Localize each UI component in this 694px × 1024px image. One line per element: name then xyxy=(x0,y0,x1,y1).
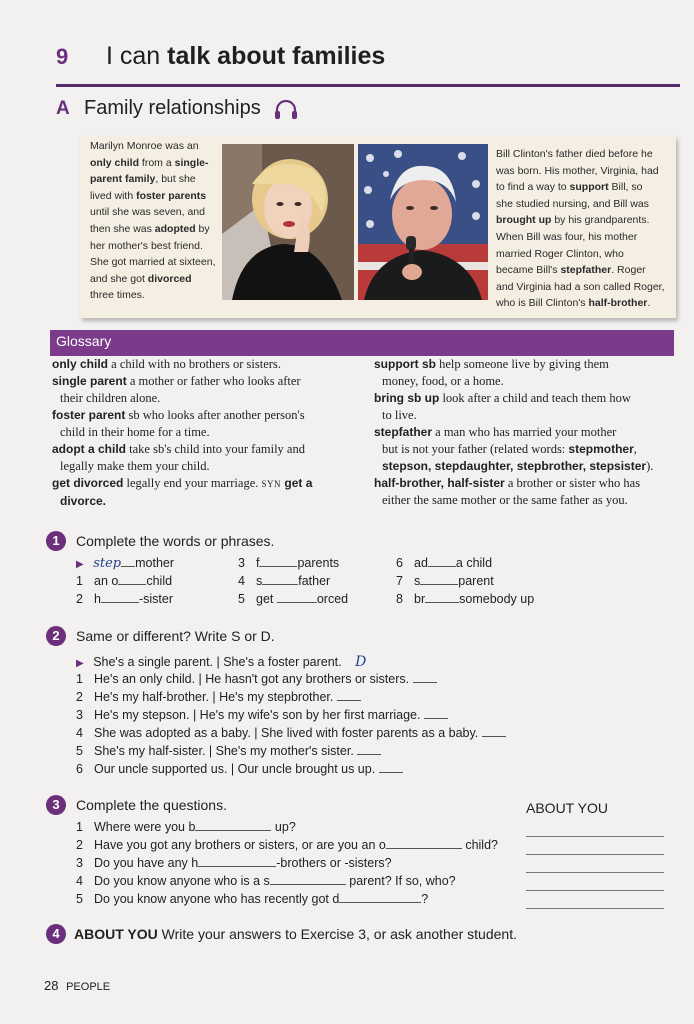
exercise-1-title: Complete the words or phrases. xyxy=(76,533,275,549)
glossary-entry: single parent a mother or father who looks after their children alone. xyxy=(52,374,301,405)
clinton-line: Bill Clinton's father died before he xyxy=(496,148,653,160)
exercise-3-title: Complete the questions. xyxy=(76,797,227,813)
exercise-1-item[interactable]: 7 s parent xyxy=(396,574,494,588)
exercise-3-number: 3 xyxy=(46,795,66,815)
about-you-answer-line[interactable] xyxy=(526,872,664,873)
title-bold: talk about families xyxy=(167,42,386,70)
page-number: 28 xyxy=(44,978,59,993)
glossary-entry: stepfather a man who has married your mother but is not your father (related words: stepmother, stepson, stepdaughter, stepbrother, stepsister). xyxy=(374,425,654,473)
triangle-icon: ▶ xyxy=(76,559,84,570)
exercise-3-item[interactable]: 2 Have you got any brothers or sisters, or are you an o child? xyxy=(76,838,498,852)
exercise-3-item[interactable]: 5 Do you know anyone who has recently got d ? xyxy=(76,892,429,906)
monroe-line: only child from a single- xyxy=(90,156,209,169)
exercise-2-item[interactable]: 4 She was adopted as a baby. | She lived with foster parents as a baby. xyxy=(76,726,506,740)
glossary-bar xyxy=(50,330,674,356)
monroe-line: until she was seven, and xyxy=(90,206,205,219)
monroe-story xyxy=(90,138,224,304)
exercise-2-item[interactable]: 3 He's my stepson. | He's my wife's son by her first marriage. xyxy=(76,708,448,722)
exercise-2-item[interactable]: 1 He's an only child. | He hasn't got any brothers or sisters. xyxy=(76,672,437,686)
triangle-icon: ▶ xyxy=(76,658,84,669)
glossary-entry: only child a child with no brothers or sisters. xyxy=(52,357,281,371)
monroe-line: parent family, but she xyxy=(90,173,196,186)
exercise-4-number: 4 xyxy=(46,924,66,944)
glossary-left-column xyxy=(52,356,352,510)
section-letter: A xyxy=(56,98,70,119)
monroe-line: then she was adopted by xyxy=(90,222,210,235)
page-footer xyxy=(44,978,110,993)
handwritten-answer: D xyxy=(355,654,367,670)
clinton-line: who is Bill Clinton's half-brother. xyxy=(496,297,651,310)
clinton-line: was born. His mother, Virginia, had xyxy=(496,164,659,177)
about-you-answer-line[interactable] xyxy=(526,890,664,891)
clinton-line: became Bill's stepfather. Roger xyxy=(496,264,646,277)
monroe-line: She got married at sixteen, xyxy=(90,256,216,269)
clinton-line: and Virginia had a son called Roger, xyxy=(496,280,665,293)
clinton-line: When Bill was four, his mother xyxy=(496,230,638,243)
unit-number: 9 xyxy=(56,44,69,69)
exercise-1-item[interactable]: 4 s father xyxy=(238,574,331,588)
exercise-2-example: ▶ She's a single parent. | She's a foster parent. D xyxy=(76,654,367,670)
story-card xyxy=(80,136,676,318)
exercise-1-item[interactable]: 3 f parents xyxy=(238,556,340,570)
exercise-1-item[interactable]: 5 get orced xyxy=(238,592,349,606)
title-rule xyxy=(56,84,680,87)
exercise-1-item[interactable]: 8 br somebody up xyxy=(396,592,535,606)
exercise-1-item[interactable]: 2 h -sister xyxy=(76,592,173,606)
section-title: Family relationships xyxy=(84,97,261,119)
glossary-entry: get divorced legally end your marriage. SYN get a divorce. xyxy=(52,476,313,508)
title-plain: I can xyxy=(106,42,168,70)
clinton-line: brought up by his grandparents. xyxy=(496,214,650,227)
glossary-right-column xyxy=(374,356,676,509)
about-you-label: ABOUT YOU xyxy=(526,800,608,816)
bill-clinton-photo xyxy=(358,144,488,300)
headphones-icon[interactable] xyxy=(274,100,298,120)
clinton-story xyxy=(496,146,676,312)
glossary-entry: foster parent sb who looks after another person's child in their home for a time. xyxy=(52,408,305,439)
exercise-3-item[interactable]: 3 Do you have any h -brothers or -sisters? xyxy=(76,856,392,870)
clinton-line: married Roger Clinton, who xyxy=(496,247,624,260)
marilyn-monroe-photo xyxy=(222,144,354,300)
monroe-line: her mother's best friend. xyxy=(90,239,203,252)
exercise-2-item[interactable]: 6 Our uncle supported us. | Our uncle brought us up. xyxy=(76,762,403,776)
monroe-line: Marilyn Monroe was an xyxy=(90,140,199,152)
monroe-line: lived with foster parents xyxy=(90,189,207,202)
exercise-2-item[interactable]: 2 He's my half-brother. | He's my stepbrother. xyxy=(76,690,361,704)
exercise-1-number: 1 xyxy=(46,531,66,551)
glossary-entry: half-brother, half-sister a brother or sister who has either the same mother or the same father as you. xyxy=(374,476,641,507)
exercise-2-item[interactable]: 5 She's my half-sister. | She's my mother's sister. xyxy=(76,744,381,758)
glossary-entry: adopt a child take sb's child into your family and legally make them your child. xyxy=(52,442,305,473)
footer-section: PEOPLE xyxy=(66,981,111,993)
exercise-1-example: ▶ step mother xyxy=(76,556,175,571)
monroe-line: and she got divorced xyxy=(90,272,192,285)
exercise-2-number: 2 xyxy=(46,626,66,646)
monroe-line: three times. xyxy=(90,289,145,302)
handwritten-answer: step xyxy=(93,556,122,571)
glossary-entry: support sb help someone live by giving them money, food, or a home. xyxy=(374,357,609,388)
page-title xyxy=(106,42,385,71)
exercise-1-item[interactable]: 1 an o child xyxy=(76,574,173,588)
exercise-3-item[interactable]: 4 Do you know anyone who is a s parent? If so, who? xyxy=(76,874,456,888)
exercise-1-item[interactable]: 6 ad a child xyxy=(396,556,493,570)
glossary-entry: bring sb up look after a child and teach them how to live. xyxy=(374,391,631,422)
exercise-4-text: ABOUT YOU Write your answers to Exercise 3, or ask another student. xyxy=(74,926,517,942)
about-you-answer-line[interactable] xyxy=(526,854,664,855)
exercise-2-title: Same or different? Write S or D. xyxy=(76,628,275,644)
glossary-label: Glossary xyxy=(56,333,112,349)
about-you-answer-line[interactable] xyxy=(526,908,664,909)
clinton-line: to find a way to support Bill, so xyxy=(496,181,643,194)
exercise-3-item[interactable]: 1 Where were you b up? xyxy=(76,820,296,834)
about-you-answer-line[interactable] xyxy=(526,836,664,837)
clinton-line: she studied nursing, and Bill was xyxy=(496,197,649,210)
